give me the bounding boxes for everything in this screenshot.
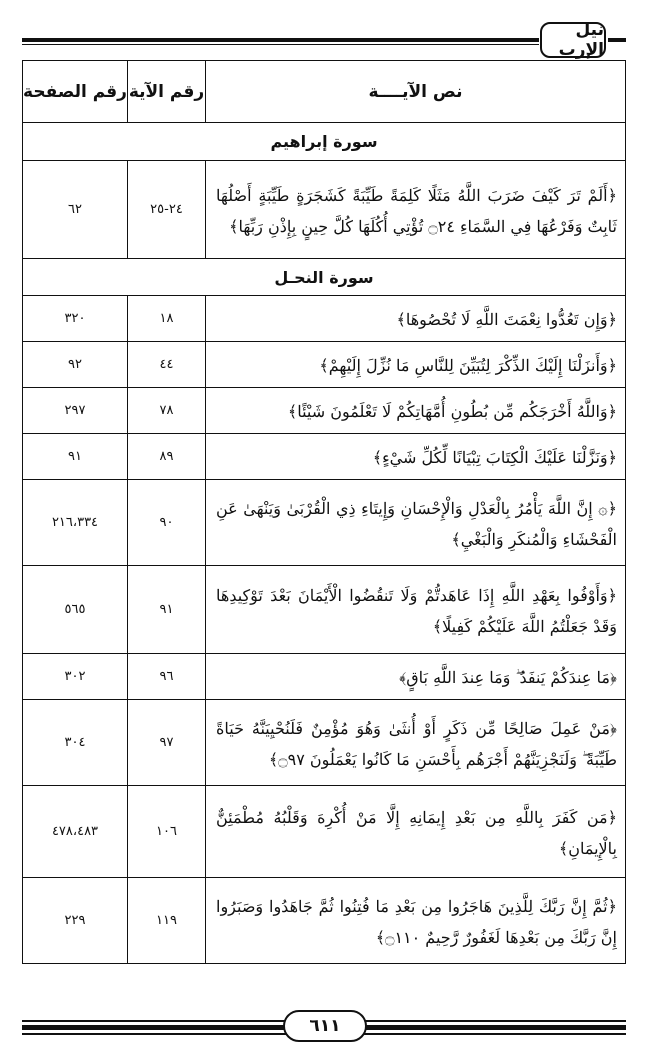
table-row: [23, 654, 626, 700]
ayah-number: ٤٤: [128, 342, 206, 388]
surah-heading: سورة النحـل: [23, 259, 626, 296]
verse-index-table: [22, 60, 626, 964]
ayah-number: ١٨: [128, 296, 206, 342]
table-row: [23, 161, 626, 259]
ayah-number: ٢٤-٢٥: [128, 161, 206, 259]
page-number: ٢٢٩: [23, 878, 128, 964]
page-number-badge: ٦١١: [283, 1010, 367, 1042]
verse-text: ﴿وَأَوْفُوا بِعَهْدِ اللَّهِ إِذَا عَاهَدتُّمْ وَلَا تَنقُضُوا الْأَيْمَانَ بَعْدَ تَوْكِيدِهَا وَقَدْ جَعَلْتُمُ اللَّهَ عَلَيْكُمْ كَفِيلًا﴾: [206, 566, 626, 654]
verse-text: ﴿وَإِن تَعُدُّوا نِعْمَتَ اللَّهِ لَا تُحْصُوهَا﴾: [206, 296, 626, 342]
column-header-ayah-number: رقم الآية: [128, 61, 206, 123]
ayah-number: ٩١: [128, 566, 206, 654]
page-number: ٢٩٧: [23, 388, 128, 434]
header-rule-right: [608, 38, 626, 42]
page-number: ٣٠٢: [23, 654, 128, 700]
ayah-number: ٩٦: [128, 654, 206, 700]
table-row: [23, 434, 626, 480]
table-row: [23, 342, 626, 388]
verse-text: ﴿ثُمَّ إِنَّ رَبَّكَ لِلَّذِينَ هَاجَرُوا مِن بَعْدِ مَا فُتِنُوا ثُمَّ جَاهَدُوا وَصَبَرُوا إِنَّ رَبَّكَ مِن بَعْدِهَا لَغَفُورٌ رَّحِيمٌ ۝١١٠﴾: [206, 878, 626, 964]
verse-text: ﴿۞ إِنَّ اللَّهَ يَأْمُرُ بِالْعَدْلِ وَالْإِحْسَانِ وَإِيتَاءِ ذِي الْقُرْبَىٰ وَيَنْهَىٰ عَنِ الْفَحْشَاءِ وَالْمُنكَرِ وَالْبَغْيِ﴾: [206, 480, 626, 566]
page-number: ٣٢٠: [23, 296, 128, 342]
page-number: ٥٦٥: [23, 566, 128, 654]
verse-text: ﴿مَا عِندَكُمْ يَنفَدُ ۖ وَمَا عِندَ اللَّهِ بَاقٍ﴾: [206, 654, 626, 700]
ayah-number: ٨٩: [128, 434, 206, 480]
header-rule-thin: [22, 44, 539, 45]
page-number: ٩١: [23, 434, 128, 480]
page-number: ٣٠٤: [23, 700, 128, 786]
table-row: [23, 480, 626, 566]
page-number: ٤٧٨،٤٨٣: [23, 786, 128, 878]
table-row: [23, 296, 626, 342]
ayah-number: ١١٩: [128, 878, 206, 964]
running-title: نيل الإرب: [540, 22, 606, 58]
surah-heading: سورة إبراهيم: [23, 123, 626, 161]
column-header-verse-text: نص الآيــــة: [206, 61, 626, 123]
ayah-number: ٧٨: [128, 388, 206, 434]
verse-text: ﴿مَنْ عَمِلَ صَالِحًا مِّن ذَكَرٍ أَوْ أُنثَىٰ وَهُوَ مُؤْمِنٌ فَلَنُحْيِيَنَّهُ حَيَاةً طَيِّبَةً ۖ وَلَنَجْزِيَنَّهُمْ أَجْرَهُم بِأَحْسَنِ مَا كَانُوا يَعْمَلُونَ ۝٩٧﴾: [206, 700, 626, 786]
column-header-page-number: رقم الصفحة: [23, 61, 128, 123]
table-row: [23, 388, 626, 434]
table-row: [23, 566, 626, 654]
page-number: ٦٢: [23, 161, 128, 259]
ayah-number: ٩٧: [128, 700, 206, 786]
verse-text: ﴿مَن كَفَرَ بِاللَّهِ مِن بَعْدِ إِيمَانِهِ إِلَّا مَنْ أُكْرِهَ وَقَلْبُهُ مُطْمَئِنٌّ بِالْإِيمَانِ﴾: [206, 786, 626, 878]
verse-text: ﴿وَنَزَّلْنَا عَلَيْكَ الْكِتَابَ تِبْيَانًا لِّكُلِّ شَيْءٍ﴾: [206, 434, 626, 480]
verse-text: ﴿وَاللَّهُ أَخْرَجَكُم مِّن بُطُونِ أُمَّهَاتِكُمْ لَا تَعْلَمُونَ شَيْئًا﴾: [206, 388, 626, 434]
ayah-number: ١٠٦: [128, 786, 206, 878]
ayah-number: ٩٠: [128, 480, 206, 566]
table-row: [23, 878, 626, 964]
table-row: [23, 700, 626, 786]
header-rule: [22, 38, 539, 42]
table-row: [23, 786, 626, 878]
verse-text: ﴿أَلَمْ تَرَ كَيْفَ ضَرَبَ اللَّهُ مَثَلًا كَلِمَةً طَيِّبَةً كَشَجَرَةٍ طَيِّبَةٍ أَصْلُهَا ثَابِتٌ وَفَرْعُهَا فِي السَّمَاءِ ۝٢٤ تُؤْتِي أُكُلَهَا كُلَّ حِينٍ بِإِذْنِ رَبِّهَا﴾: [206, 161, 626, 259]
verse-text: ﴿وَأَنزَلْنَا إِلَيْكَ الذِّكْرَ لِتُبَيِّنَ لِلنَّاسِ مَا نُزِّلَ إِلَيْهِمْ﴾: [206, 342, 626, 388]
page-number: ٢١٦،٣٣٤: [23, 480, 128, 566]
page-number: ٩٢: [23, 342, 128, 388]
